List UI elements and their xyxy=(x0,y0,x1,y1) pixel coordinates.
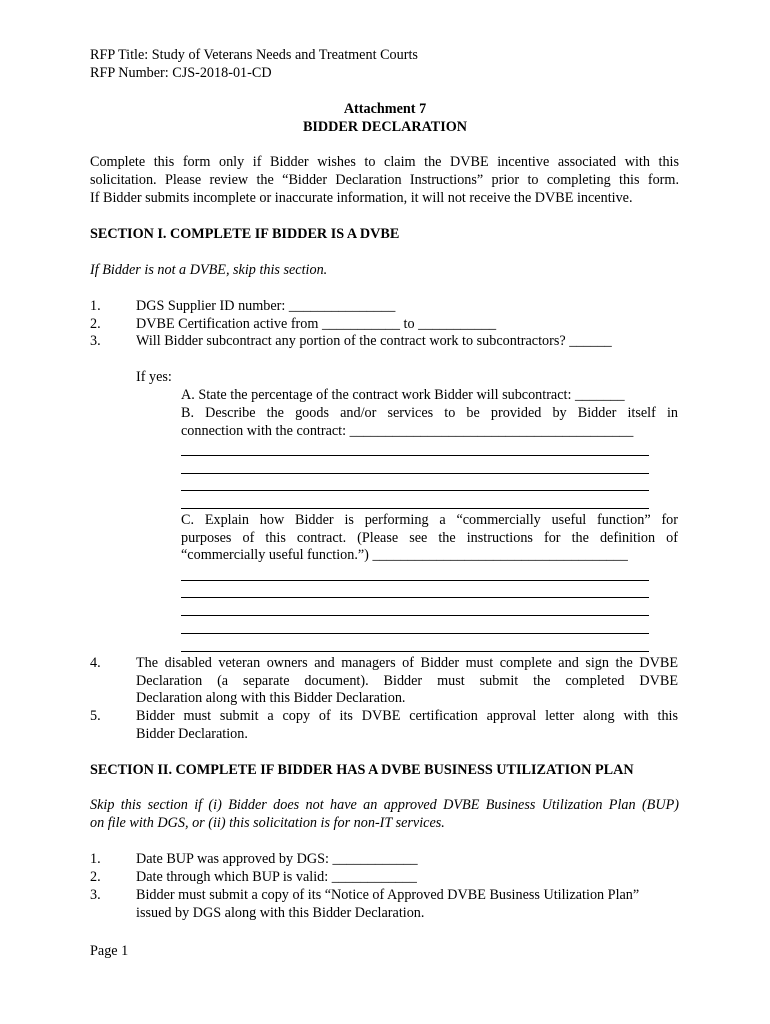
blank-answer-line xyxy=(181,597,649,598)
commercially-useful-line-1: C. Explain how Bidder is performing a “commercially useful function” for xyxy=(181,512,678,528)
certification-dates-field: DVBE Certification active from ___________ to ___________ xyxy=(136,316,497,332)
item-3-line-1: Bidder must submit a copy of its “Notice of Approved DVBE Business Utilization Plan” xyxy=(136,887,640,903)
page-number: Page 1 xyxy=(90,943,129,959)
rfp-number: RFP Number: CJS-2018-01-CD xyxy=(90,65,272,81)
attachment-label: Attachment 7 xyxy=(343,101,427,117)
describe-goods-line-1: B. Describe the goods and/or services to be provided by Bidder itself in xyxy=(181,405,678,421)
section-2-skip-note-line-2: on file with DGS, or (ii) this solicitation is for non-IT services. xyxy=(90,815,445,831)
blank-answer-line xyxy=(181,508,649,509)
item-number: 1. xyxy=(90,298,101,314)
bup-approval-date-field: Date BUP was approved by DGS: ____________ xyxy=(136,851,418,867)
item-number: 1. xyxy=(90,851,101,867)
item-3-line-2: issued by DGS along with this Bidder Declaration. xyxy=(136,905,425,921)
item-number: 3. xyxy=(90,887,101,903)
if-yes-label: If yes: xyxy=(136,369,172,385)
commercially-useful-line-2: purposes of this contract. (Please see the instructions for the definition of xyxy=(181,530,678,546)
section-1-skip-note: If Bidder is not a DVBE, skip this section. xyxy=(90,262,328,278)
item-4-line-1: The disabled veteran owners and managers of Bidder must complete and sign the DVBE xyxy=(136,655,678,671)
subcontract-question: Will Bidder subcontract any portion of the contract work to subcontractors? ______ xyxy=(136,333,612,349)
section-1-heading: SECTION I. COMPLETE IF BIDDER IS A DVBE xyxy=(90,226,400,242)
blank-answer-line xyxy=(181,633,649,634)
item-number: 5. xyxy=(90,708,101,724)
intro-line-1: Complete this form only if Bidder wishes to claim the DVBE incentive associated with this xyxy=(90,154,679,170)
blank-answer-line xyxy=(181,651,649,652)
page-title: BIDDER DECLARATION xyxy=(302,119,468,135)
item-number: 2. xyxy=(90,869,101,885)
supplier-id-field: DGS Supplier ID number: _______________ xyxy=(136,298,396,314)
item-number: 2. xyxy=(90,316,101,332)
item-number: 3. xyxy=(90,333,101,349)
item-5-line-2: Bidder Declaration. xyxy=(136,726,248,742)
item-4-line-2: Declaration (a separate document). Bidder must submit the completed DVBE xyxy=(136,673,678,689)
intro-line-2: solicitation. Please review the “Bidder Declaration Instructions” prior to completing this form. xyxy=(90,172,679,188)
bup-valid-through-field: Date through which BUP is valid: ____________ xyxy=(136,869,417,885)
item-4-line-3: Declaration along with this Bidder Declaration. xyxy=(136,690,406,706)
describe-goods-line-2: connection with the contract: ________________________________________ xyxy=(181,423,634,439)
rfp-title: RFP Title: Study of Veterans Needs and Treatment Courts xyxy=(90,47,418,63)
intro-line-3: If Bidder submits incomplete or inaccurate information, it will not receive the DVBE incentive. xyxy=(90,190,633,206)
subcontract-percentage-field: A. State the percentage of the contract work Bidder will subcontract: _______ xyxy=(181,387,625,403)
item-number: 4. xyxy=(90,655,101,671)
blank-answer-line xyxy=(181,580,649,581)
blank-answer-line xyxy=(181,473,649,474)
blank-answer-line xyxy=(181,455,649,456)
section-2-skip-note-line-1: Skip this section if (i) Bidder does not have an approved DVBE Business Utilization Plan (BUP) xyxy=(90,797,679,813)
blank-answer-line xyxy=(181,615,649,616)
item-5-line-1: Bidder must submit a copy of its DVBE certification approval letter along with this xyxy=(136,708,678,724)
commercially-useful-line-3: “commercially useful function.”) ____________________________________ xyxy=(181,547,628,563)
blank-answer-line xyxy=(181,490,649,491)
section-2-heading: SECTION II. COMPLETE IF BIDDER HAS A DVBE BUSINESS UTILIZATION PLAN xyxy=(90,762,634,778)
